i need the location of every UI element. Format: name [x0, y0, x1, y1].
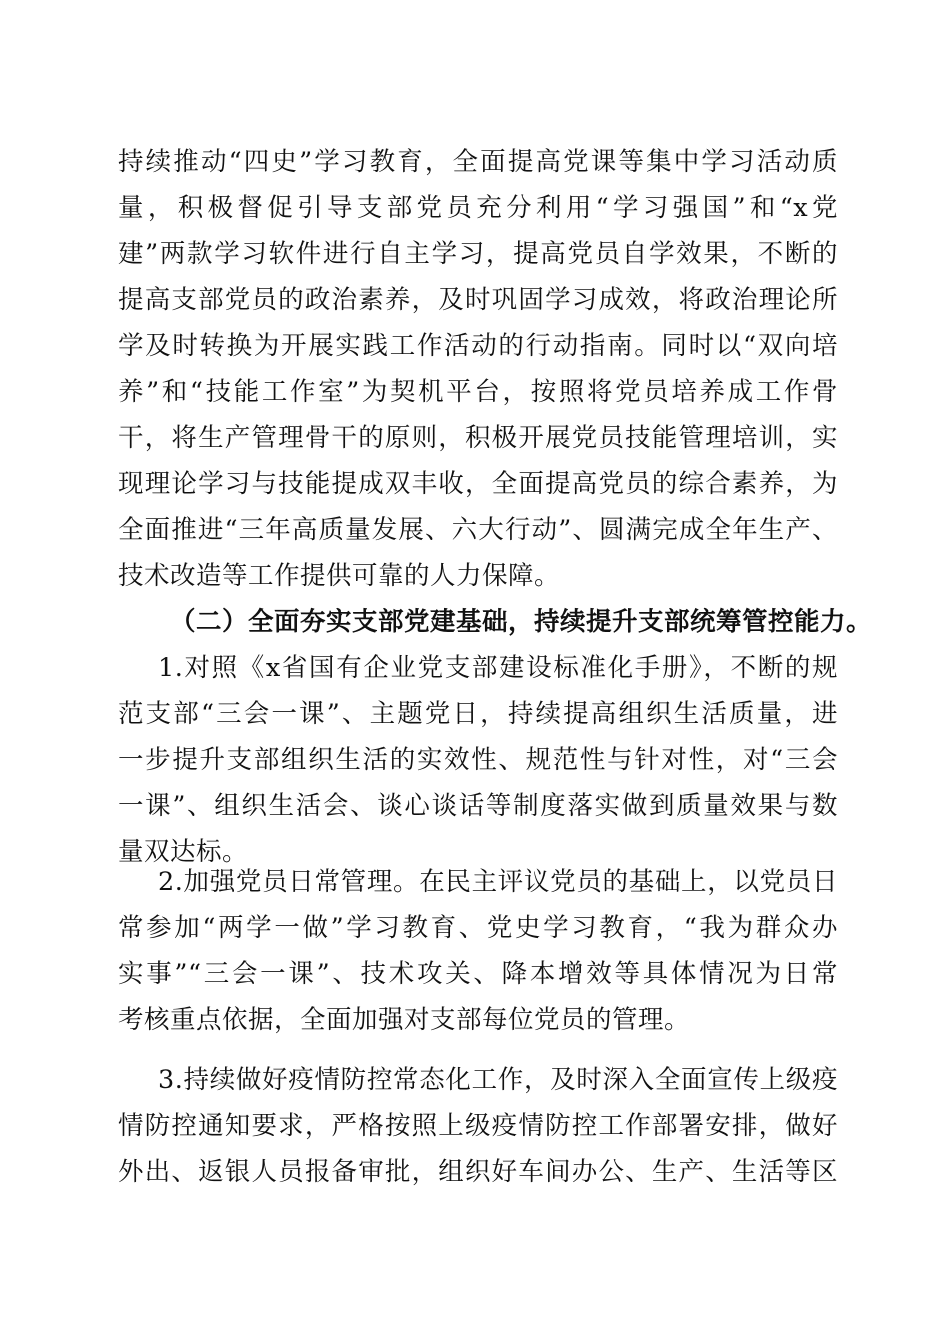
paragraph-line: 量双达标。 [118, 837, 249, 867]
paragraph-line: 持续推动“四史”学习教育，全面提高党课等集中学习活动质 [118, 147, 838, 177]
paragraph-line: 现理论学习与技能提成双丰收，全面提高党员的综合素养，为 [118, 469, 838, 499]
paragraph-line: 1.对照《x省国有企业党支部建设标准化手册》，不断的规 [158, 653, 838, 683]
paragraph-line: 干，将生产管理骨干的原则，积极开展党员技能管理培训，实 [118, 423, 838, 453]
paragraph-line: 一步提升支部组织生活的实效性、规范性与针对性，对“三会 [118, 745, 838, 775]
section-heading: （二）全面夯实支部党建基础，持续提升支部统筹管控能力。 [170, 607, 873, 637]
paragraph-line: 一课”、组织生活会、谈心谈话等制度落实做到质量效果与数 [118, 791, 838, 821]
paragraph-line: 提高支部党员的政治素养，及时巩固学习成效，将政治理论所 [118, 285, 838, 315]
paragraph-line: 外出、返银人员报备审批，组织好车间办公、生产、生活等区 [118, 1157, 838, 1187]
paragraph-line: 量，积极督促引导支部党员充分利用“学习强国”和“x党 [118, 193, 838, 223]
paragraph-line: 建”两款学习软件进行自主学习，提高党员自学效果，不断的 [118, 239, 838, 269]
paragraph-line: 养”和“技能工作室”为契机平台，按照将党员培养成工作骨 [118, 377, 838, 407]
paragraph-line: 技术改造等工作提供可靠的人力保障。 [118, 561, 561, 591]
paragraph-line: 情防控通知要求，严格按照上级疫情防控工作部署安排，做好 [118, 1111, 838, 1141]
paragraph-line: 2.加强党员日常管理。在民主评议党员的基础上，以党员日 [158, 867, 838, 897]
paragraph-line: 学及时转换为开展实践工作活动的行动指南。同时以“双向培 [118, 331, 838, 361]
paragraph-line: 范支部“三会一课”、主题党日，持续提高组织生活质量，进 [118, 699, 838, 729]
paragraph-line: 3.持续做好疫情防控常态化工作，及时深入全面宣传上级疫 [158, 1065, 838, 1095]
paragraph-line: 全面推进“三年高质量发展、六大行动”、圆满完成全年生产、 [118, 515, 838, 545]
paragraph-line: 实事”“三会一课”、技术攻关、降本增效等具体情况为日常 [118, 959, 838, 989]
paragraph-line: 常参加“两学一做”学习教育、党史学习教育，“我为群众办 [118, 913, 838, 943]
paragraph-line: 考核重点依据，全面加强对支部每位党员的管理。 [118, 1005, 691, 1035]
